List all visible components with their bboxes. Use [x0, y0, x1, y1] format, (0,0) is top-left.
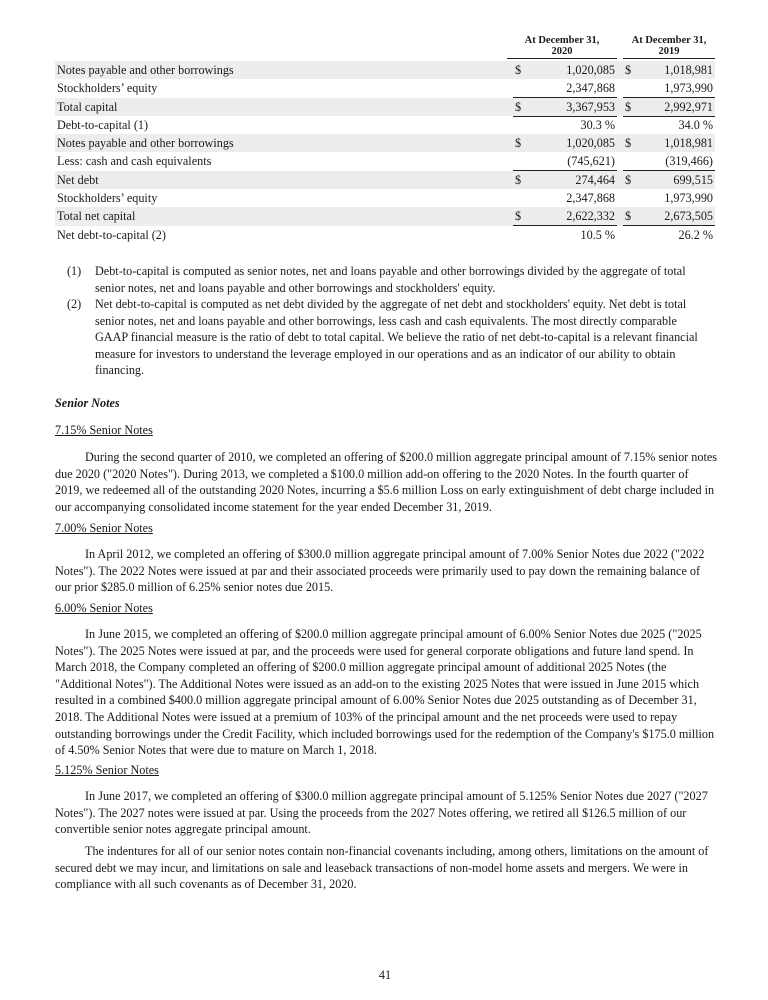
row-label: Net debt-to-capital (2) — [57, 227, 166, 242]
paragraph: During the second quarter of 2010, we completed an offering of $200.0 million aggregate principal amount of 7.15% senior notes due 2020 ("2020 Notes"). During 2013, we completed a $100.0 million add-on offering to the 2020 Notes. In the fourth quarter of 2019, we redeemed all of the outstanding 2020 Notes, incurring a $5.6 million Loss on early extinguishment of debt charge included in our accompanying consolidated income statement for the year ended December 31, 2019. — [55, 450, 718, 514]
paragraph: In June 2017, we completed an offering of $300.0 million aggregate principal amount of 5.125% Senior Notes due 2027 ("2027 Notes"). The 2027 notes were issued at par. Using the proceeds from the 2027 Notes offering, we retired all $126.5 million of our convertible senior notes aggregate principal amount. — [55, 789, 708, 837]
section-title: Senior Notes — [55, 396, 120, 410]
currency-symbol: $ — [515, 136, 522, 151]
table-row — [55, 171, 715, 189]
subsection-heading: 5.125% Senior Notes — [55, 763, 159, 777]
value-2020: 2,622,332 — [566, 209, 615, 224]
value-2020: 2,347,868 — [566, 81, 615, 96]
value-2020: 1,020,085 — [566, 63, 615, 77]
table-header — [55, 35, 715, 61]
row-label: Stockholders’ equity — [57, 81, 158, 96]
value-2020: 1,020,085 — [566, 136, 615, 151]
row-label: Debt-to-capital (1) — [57, 117, 149, 132]
column-header-2019: At December 31, 2019 — [623, 35, 715, 59]
capital-table — [55, 35, 715, 244]
footnote-2: (2) Net debt-to-capital is computed as net debt divided by the aggregate of net debt and stockholders' equity. Net debt is total senior notes, net and loans payable and other borrowings, less cash and cash equivalents. The most directly comparable GAAP financial measure is the ratio of debt to total capital. We believe the ratio of net debt-to-capital is a relevant financial measure for investors to understand the leverage employed in our operations and as an indicator of our ability to obtain financing. — [67, 297, 698, 377]
currency-symbol: $ — [625, 99, 632, 114]
currency-symbol: $ — [625, 172, 632, 187]
row-label: Total capital — [57, 99, 118, 114]
row-label: Net debt — [57, 172, 99, 187]
value-2019: 1,018,981 — [664, 63, 713, 77]
table-row — [55, 226, 715, 244]
table-row — [55, 98, 715, 116]
value-2019: 2,992,971 — [664, 99, 713, 114]
paragraph: In April 2012, we completed an offering of $300.0 million aggregate principal amount of 7.00% Senior Notes due 2022 ("2022 Notes"). The 2022 Notes were issued at par and their associated proceeds were primarily used to pay down the remaining balance of our prior $285.0 million of 6.25% senior notes due 2015. — [55, 547, 705, 595]
table-row — [55, 134, 715, 152]
table-row — [55, 116, 715, 134]
row-label: Notes payable and other borrowings — [57, 136, 234, 151]
footnote-1: (1) Debt-to-capital is computed as senior notes, net and loans payable and other borrowings divided by the aggregate of total senior notes, net and loans payable and other borrowings and stockholders' equity. — [67, 264, 686, 295]
table-row — [55, 207, 715, 225]
value-2019: (319,466) — [665, 154, 713, 169]
value-2020: 30.3 % — [580, 117, 615, 132]
currency-symbol: $ — [515, 63, 522, 77]
value-2019: 699,515 — [673, 172, 713, 187]
value-2020: 3,367,953 — [566, 99, 615, 114]
table-row — [55, 152, 715, 170]
page-number: 41 — [378, 968, 392, 982]
value-2020: (745,621) — [567, 154, 615, 169]
currency-symbol: $ — [625, 63, 632, 77]
row-label: Notes payable and other borrowings — [57, 63, 234, 77]
row-label: Stockholders’ equity — [57, 191, 158, 206]
column-header-2020: At December 31, 2020 — [507, 35, 617, 59]
value-2019: 2,673,505 — [664, 209, 713, 224]
subsection-heading: 7.15% Senior Notes — [55, 423, 153, 437]
table-row — [55, 61, 715, 79]
currency-symbol: $ — [625, 209, 632, 224]
value-2019: 1,018,981 — [664, 136, 713, 151]
value-2019: 26.2 % — [678, 227, 713, 242]
value-2019: 34.0 % — [678, 117, 713, 132]
row-label: Total net capital — [57, 209, 136, 224]
value-2020: 274,464 — [575, 172, 615, 187]
table-row — [55, 79, 715, 97]
row-label: Less: cash and cash equivalents — [57, 154, 212, 169]
subsection-heading: 7.00% Senior Notes — [55, 521, 153, 535]
table-row — [55, 189, 715, 207]
currency-symbol: $ — [515, 209, 522, 224]
value-2019: 1,973,990 — [664, 191, 713, 206]
paragraph: In June 2015, we completed an offering of $200.0 million aggregate principal amount of 6.00% Senior Notes due 2025 ("2025 Notes"). The 2025 Notes were issued at par, and the proceeds were used for general corporate obligations and future land spend. In March 2018, the Company completed an offering of $200.0 million aggregate principal amount of additional 2025 Notes (the "Additional Notes"). The Additional Notes were issued as an add-on to the existing 2025 Notes that were issued in June 2015 which resulted in a combined $400.0 million aggregate principal amount of 6.00% Senior Notes due 2025 outstanding as of December 31, 2018. The Additional Notes were issued at a premium of 103% of the principal amount and the net proceeds were used to repay outstanding borrowings under the Credit Facility, which included borrowings used for the redemption of the Company's $175.0 million of 4.50% Senior Notes that were due to mature on March 1, 2018. — [55, 627, 715, 758]
value-2020: 10.5 % — [580, 227, 615, 242]
subsection-heading: 6.00% Senior Notes — [55, 601, 153, 615]
currency-symbol: $ — [515, 99, 522, 114]
paragraph: The indentures for all of our senior notes contain non-financial covenants including, among others, limitations on the amount of secured debt we may incur, and limitations on sale and leaseback transactions of non-model home assets and mergers. We were in compliance with all such covenants as of December 31, 2020. — [55, 844, 709, 892]
value-2019: 1,973,990 — [664, 81, 713, 96]
currency-symbol: $ — [515, 172, 522, 187]
value-2020: 2,347,868 — [566, 191, 615, 206]
currency-symbol: $ — [625, 136, 632, 151]
